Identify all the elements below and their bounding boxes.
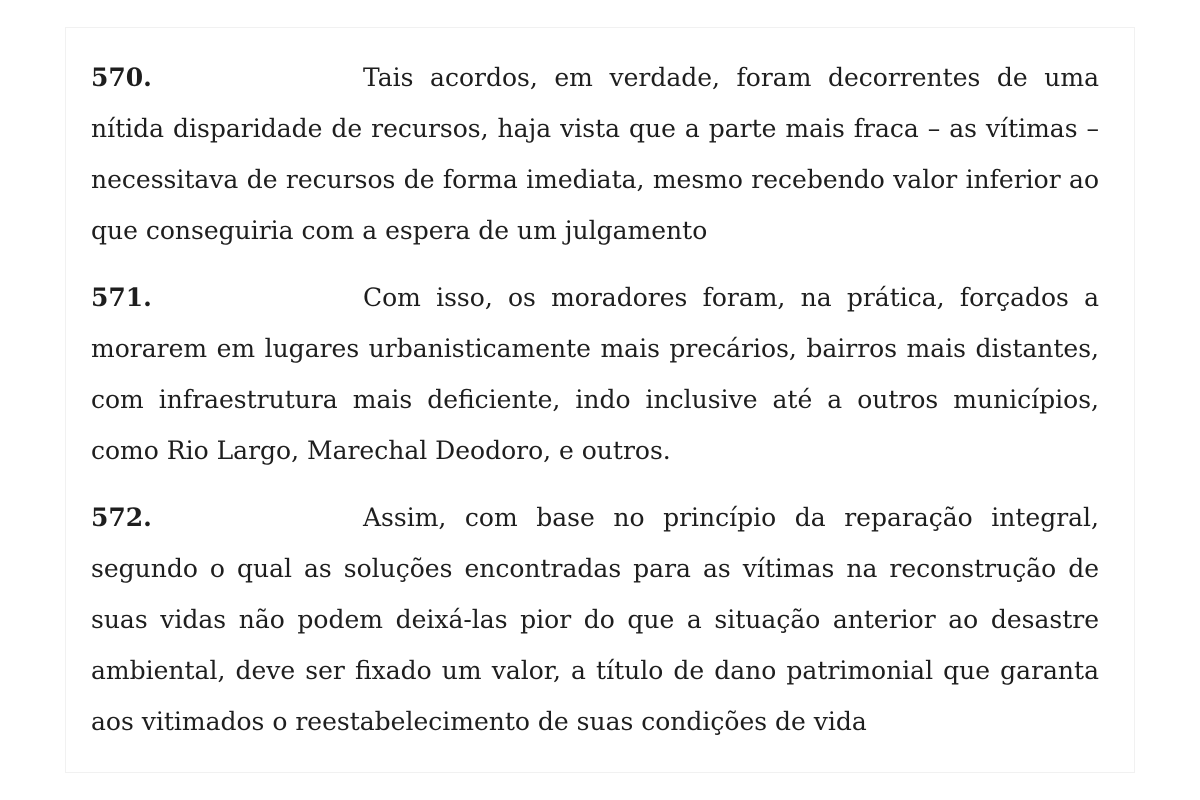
paragraph-number: 570. [91,63,152,92]
paragraph-571 [91,272,1099,476]
paragraph-number: 572. [91,503,152,532]
paragraph-text: Com isso, os moradores foram, na prática, forçados a morarem em lugares urbanisticamente mais precários, bairros mais distantes, com infraestrutura mais deficiente, indo inclusive até a outros municípios, como Rio Largo, Marechal Deodoro, e outros. [91,283,1099,465]
paragraph-number: 571. [91,283,152,312]
paragraph-572 [91,492,1099,747]
paragraph-text: Tais acordos, em verdade, foram decorrentes de uma nítida disparidade de recursos, haja vista que a parte mais fraca – as vítimas – necessitava de recursos de forma imediata, mesmo recebendo valor inferior ao que conseguiria com a espera de um julgamento [91,63,1099,245]
paragraph-570 [91,52,1099,256]
paragraph-text: Assim, com base no princípio da reparação integral, segundo o qual as soluções encontradas para as vítimas na reconstrução de suas vidas não podem deixá-las pior do que a situação anterior ao desastre ambiental, deve ser fixado um valor, a título de dano patrimonial que garanta aos vitimados o reestabelecimento de suas condições de vida [91,503,1099,736]
document-body [91,52,1099,747]
document-page [66,28,1134,772]
